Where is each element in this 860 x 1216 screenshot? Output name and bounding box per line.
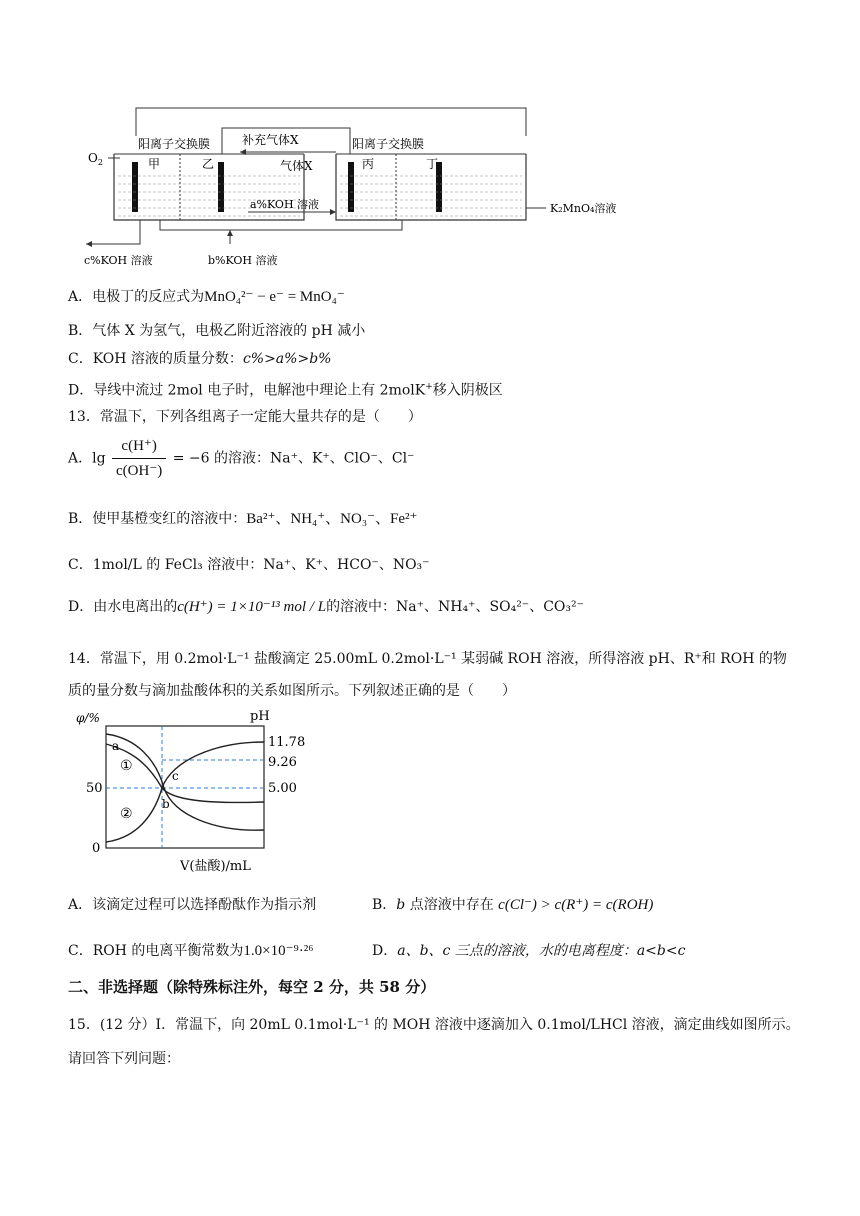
q14-stem-line1: 14．常温下，用 0.2mol·L⁻¹ 盐酸滴定 25.00mL 0.2mol·L⁻¹ 某弱碱 ROH 溶液，所得溶液 pH、R⁺和 ROH 的物 [68,651,787,667]
q13-a-fraction: $\frac{c(H^+)}{c(OH^-)}$ [112,436,166,481]
k2mno4-label: K₂MnO₄溶液 [550,202,617,215]
right-tick-11.78: 11.78 [268,735,306,750]
q12-option-c: C．KOH 溶液的质量分数：c%>a%>b% [68,351,332,367]
q15-line1: 15．(12 分）I．常温下，向 20mL 0.1mol·L⁻¹ 的 MOH 溶液中逐滴加入 0.1mol/LHCl 溶液，滴定曲线如图所示。 [68,1017,800,1033]
q14-option-a: A．该滴定过程可以选择酚酞作为指示剂 [68,897,317,913]
cell-bing-label: 丙 [362,157,375,171]
q13-option-b: B．使甲基橙变红的溶液中：Ba²⁺、NH₄⁺、NO₃⁻、Fe²⁺ [68,511,418,527]
c-koh-label: c%KOH 溶液 [84,254,153,267]
q12-option-d: D．导线中流过 2mol 电子时，电解池中理论上有 2molK+移入阴极区 [68,382,503,399]
right-tick-5.00: 5.00 [268,781,297,796]
q14-option-b: B．b 点溶液中存在 c(Cl⁻) > c(R⁺) = c(ROH) [372,897,654,913]
ylabel-right: pH [250,709,270,724]
left-tick-50: 50 [86,781,103,796]
membrane-right-label: 阳离子交换膜 [352,137,425,151]
curve-label-1: ① [120,758,133,774]
xlabel: V(盐酸)/mL [180,859,251,874]
cell-jia-label: 甲 [148,157,161,171]
q12-option-b: B．气体 X 为氢气，电极乙附近溶液的 pH 减小 [68,323,366,339]
q14-option-d: D．a、b、c 三点的溶液，水的电离程度：a<b<c [372,943,686,959]
left-tick-0: 0 [92,841,101,856]
q13-option-d: D．由水电离出的c(H⁺) = 1×10⁻¹³ mol / L的溶液中：Na⁺、NH₄⁺、SO₄²⁻、CO₃²⁻ [68,599,584,615]
q12-option-a: A．电极丁的反应式为MnO₄²⁻ − e⁻ = MnO₄⁻ [68,289,345,305]
supplement-gas-label: 补充气体X [242,133,299,147]
cell-ding-label: 丁 [426,157,439,171]
point-c: c [172,769,179,783]
right-tick-9.26: 9.26 [268,755,297,770]
b-koh-label: b%KOH 溶液 [208,254,278,267]
q15-line2: 请回答下列问题： [68,1051,180,1067]
titration-chart [76,704,336,874]
membrane-left-label: 阳离子交换膜 [138,137,211,151]
curve-2 [106,742,264,842]
q13-option-a: A．lg $\frac{c(H^+)}{c(OH^-)}$ = −6 的溶液：Na⁺、K⁺、ClO⁻、Cl⁻ [68,438,415,479]
q13-option-c: C．1mol/L 的 FeCl₃ 溶液中：Na⁺、K⁺、HCO⁻、NO₃⁻ [68,557,430,573]
o2-label: $O_2$ [88,151,103,167]
section2-heading: 二、非选择题（除特殊标注外，每空 2 分，共 58 分） [68,978,436,996]
q14-option-c: C．ROH 的电离平衡常数为1.0×10⁻⁹·²⁶ [68,943,314,959]
a-koh-label: a%KOH 溶液 [250,198,320,211]
q13-stem: 13．常温下，下列各组离子一定能大量共存的是（ ） [68,409,422,425]
point-a: a [112,739,120,753]
cell-yi-label: 乙 [202,157,215,171]
ylabel-left: φ/% [76,711,100,725]
point-b: b [162,797,170,811]
curve-label-2: ② [120,806,133,822]
q14-stem-line2: 质的量分数与滴加盐酸体积的关系如图所示。下列叙述正确的是（ ） [68,683,516,699]
gas-x-label: 气体X [280,159,313,173]
electrolysis-diagram [80,96,640,276]
